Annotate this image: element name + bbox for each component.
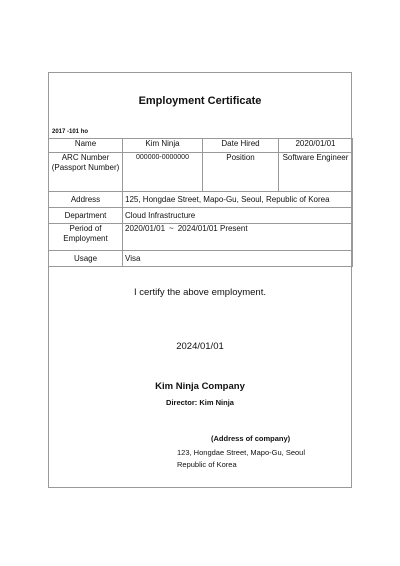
period-value	[123, 224, 353, 251]
address-value: 125, Hongdae Street, Mapo-Gu, Seoul, Republic of Korea	[123, 192, 353, 208]
certificate-frame	[48, 72, 352, 488]
table-row-period	[49, 224, 353, 251]
department-value: Cloud Infrastructure	[123, 208, 353, 224]
period-end: 2024/01/01 Present	[177, 224, 248, 233]
arc-number-value: 000000-0000000	[123, 153, 203, 192]
date-hired-value: 2020/01/01	[279, 139, 353, 153]
usage-label: Usage	[49, 251, 123, 267]
certification-statement: I certify the above employment.	[133, 287, 266, 298]
department-label: Department	[49, 208, 123, 224]
certificate-title: Employment Certificate	[138, 95, 262, 107]
company-address-line-2: Republic of Korea	[177, 460, 237, 469]
address-label: Address	[49, 192, 123, 208]
period-start: 2020/01/01	[125, 224, 166, 233]
table-row-usage	[49, 251, 353, 267]
date-hired-label: Date Hired	[203, 139, 279, 153]
table-row-name	[49, 139, 353, 153]
position-value: Software Engineer	[279, 153, 353, 192]
position-label: Position	[203, 153, 279, 192]
company-address-heading: (Address of company)	[211, 434, 291, 443]
company-name: Kim Ninja Company	[155, 381, 245, 392]
usage-value: Visa	[123, 251, 353, 267]
document-number: 2017 -101 ho	[52, 129, 89, 135]
name-value: Kim Ninja	[123, 139, 203, 153]
director-name: Director: Kim Ninja	[166, 398, 234, 407]
table-row-arc	[49, 153, 353, 192]
table-row-address	[49, 192, 353, 208]
issue-date: 2024/01/01	[176, 341, 224, 352]
arc-number-label: ARC Number (Passport Number)	[49, 153, 123, 192]
employment-details-table	[48, 138, 353, 267]
name-label: Name	[49, 139, 123, 153]
table-row-department	[49, 208, 353, 224]
company-address-line-1: 123, Hongdae Street, Mapo-Gu, Seoul	[177, 448, 305, 457]
period-label: Period of Employment	[49, 224, 123, 251]
period-separator: ~	[169, 224, 174, 233]
